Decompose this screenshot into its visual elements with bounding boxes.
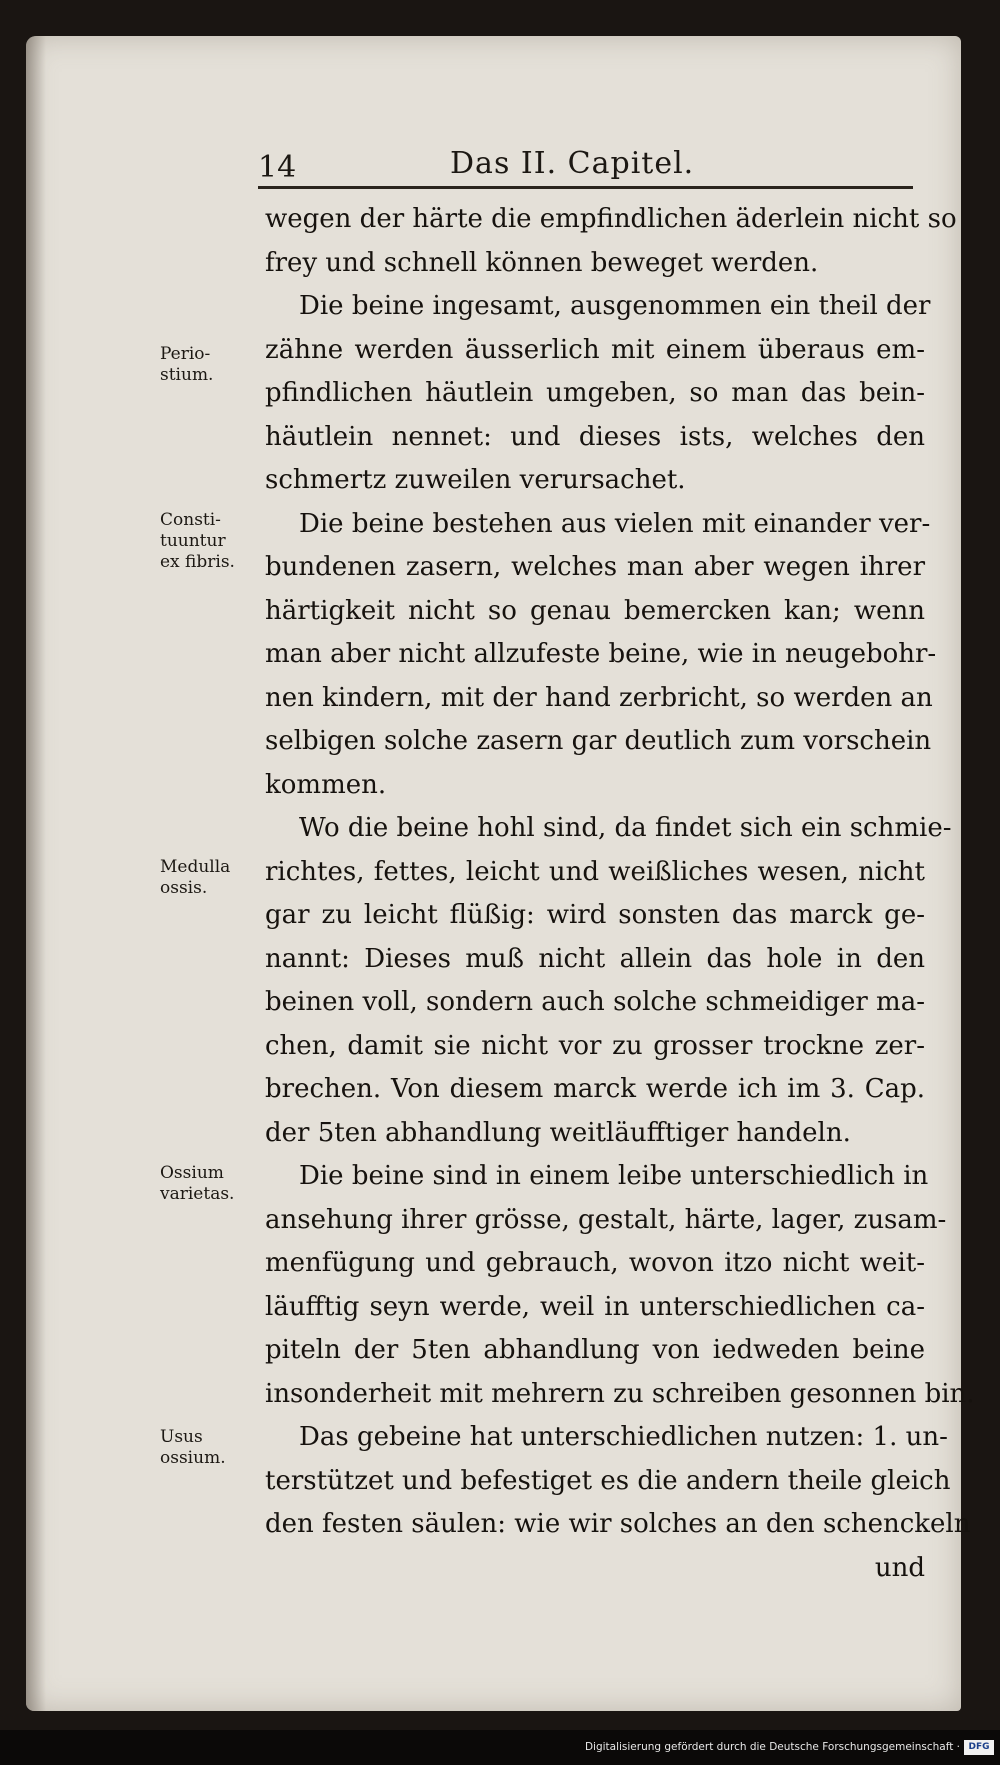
text-line: wegen der härte die empfindlichen äderlein nicht so — [265, 204, 957, 234]
marginal-note-medulla — [160, 857, 270, 899]
text-line: der 5ten abhandlung weitläufftiger handeln. — [265, 1117, 851, 1148]
marginal-note-ossium-varietas — [160, 1163, 270, 1205]
text-line: Die beine bestehen aus vielen mit einander ver- — [299, 508, 931, 539]
text-line: den festen säulen: wie wir solches an den schenckeln — [265, 1509, 971, 1539]
text-line: gar zu leicht flüßig: wird sonsten das marck ge- — [265, 900, 925, 930]
text-line: frey und schnell können beweget werden. — [265, 247, 819, 278]
text-line: häutlein nennet: und dieses ists, welches den — [265, 421, 925, 452]
text-line: läufftig seyn werde, weil in unterschiedlichen ca- — [265, 1291, 925, 1322]
marginal-note-line: ex fibris. — [160, 552, 235, 572]
text-line: Das gebeine hat unterschiedlichen nutzen: 1. un- — [299, 1422, 948, 1452]
marginal-note-line: Medulla — [160, 857, 231, 877]
text-line: man aber nicht allzufeste beine, wie in neugebohr- — [265, 639, 937, 669]
marginal-note-line: Perio- — [160, 344, 211, 364]
text-line: insonderheit mit mehrern zu schreiben gesonnen bin. — [265, 1378, 975, 1409]
header-rule — [258, 186, 913, 189]
text-line: Die beine sind in einem leibe unterschiedlich in — [299, 1161, 929, 1191]
page-gutter-shadow — [26, 36, 46, 1711]
marginal-note-line: tuuntur — [160, 531, 226, 551]
marginal-note-constituuntur — [160, 510, 270, 573]
text-line: nannt: Dieses muß nicht allein das hole in den — [265, 943, 925, 974]
text-line: bundenen zasern, welches man aber wegen ihrer — [265, 552, 925, 582]
body-text — [265, 198, 975, 1590]
marginal-note-line: Usus — [160, 1427, 203, 1447]
text-line: chen, damit sie nicht vor zu grosser trockne zer- — [265, 1030, 925, 1061]
text-line: terstützet und befestiget es die andern theile gleich — [265, 1465, 951, 1496]
text-line: menfügung und gebrauch, wovon itzo nicht weit- — [265, 1248, 925, 1278]
marginal-note-line: Ossium — [160, 1163, 224, 1183]
text-line: pfindlichen häutlein umgeben, so man das bein- — [265, 378, 925, 408]
marginal-note-line: ossis. — [160, 878, 208, 898]
dfg-logo: DFG — [964, 1740, 994, 1755]
marginal-note-usus-ossium — [160, 1427, 270, 1469]
text-line: nen kindern, mit der hand zerbricht, so werden an — [265, 682, 933, 713]
running-head: Das II. Capitel. — [450, 146, 695, 181]
text-line: zähne werden äusserlich mit einem überaus em- — [265, 334, 925, 365]
text-line: härtigkeit nicht so genau bemercken kan; wenn — [265, 595, 925, 626]
text-line: piteln der 5ten abhandlung von iedweden beine — [265, 1335, 925, 1365]
text-line: schmertz zuweilen verursachet. — [265, 465, 686, 495]
text-line: Wo die beine hohl sind, da findet sich ein schmie- — [299, 813, 952, 843]
text-line: selbigen solche zasern gar deutlich zum vorschein — [265, 726, 932, 756]
text-line: ansehung ihrer grösse, gestalt, härte, lager, zusam- — [265, 1204, 947, 1235]
footer-credit: Digitalisierung gefördert durch die Deutsche Forschungsgemeinschaft · — [584, 1741, 960, 1753]
text-line: Die beine ingesamt, ausgenommen ein theil der — [299, 291, 931, 321]
page-number: 14 — [258, 150, 297, 185]
catchword: und — [874, 1552, 925, 1583]
marginal-note-line: Consti- — [160, 510, 221, 530]
marginal-note-line: varietas. — [160, 1184, 235, 1204]
text-line: brechen. Von diesem marck werde ich im 3. Cap. — [265, 1074, 925, 1104]
marginal-note-line: stium. — [160, 365, 214, 385]
text-line: richtes, fettes, leicht und weißliches wesen, nicht — [265, 856, 925, 887]
marginal-note-periostium — [160, 344, 270, 386]
text-line: beinen voll, sondern auch solche schmeidiger ma- — [265, 987, 925, 1017]
text-line: kommen. — [265, 769, 387, 800]
marginal-note-line: ossium. — [160, 1448, 226, 1468]
